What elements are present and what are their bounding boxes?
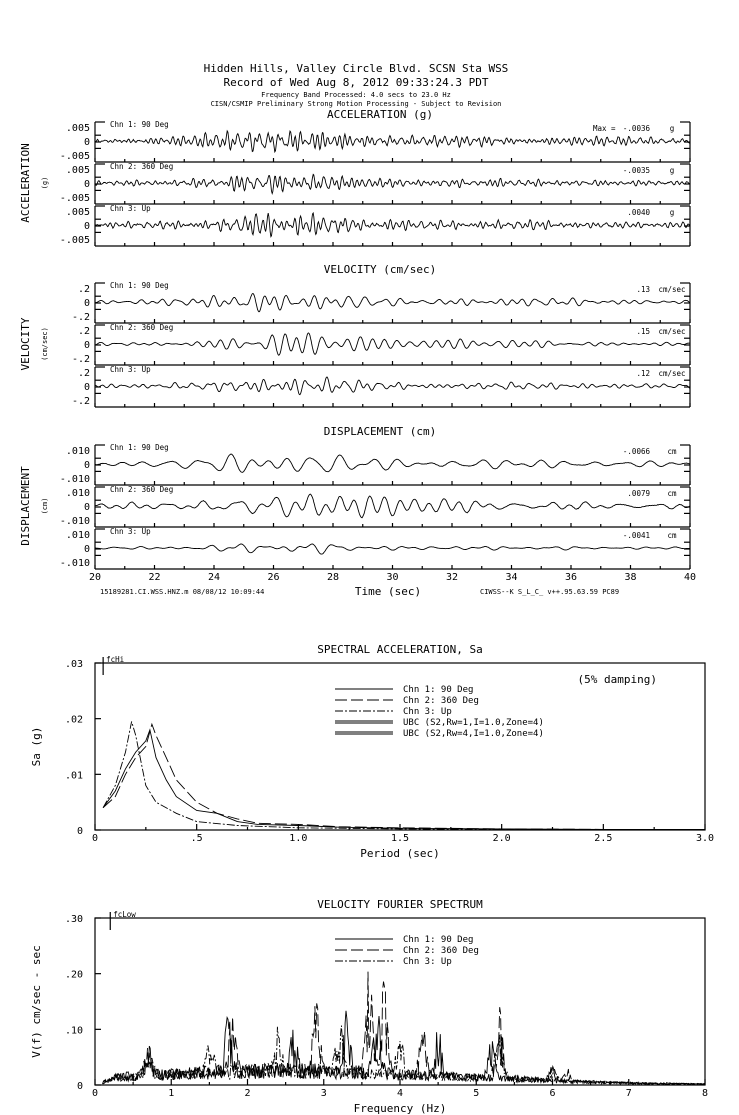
frequency-band: Frequency Band Processed: 4.0 secs to 23.0 Hz	[261, 91, 451, 99]
channel-label: Chn 1: 90 Deg	[110, 120, 169, 129]
y-tick-label: -.010	[59, 558, 90, 569]
record-time: Record of Wed Aug 8, 2012 09:33:24.3 PDT	[223, 76, 489, 89]
x-tick-label: 2	[244, 1088, 251, 1099]
y-tick-label: -.010	[59, 516, 90, 527]
report-header	[204, 62, 509, 108]
x-tick-label: 1.0	[289, 833, 308, 844]
series-line-1	[103, 730, 705, 830]
y-tick-label: .10	[64, 1025, 83, 1037]
panel-acceleration	[19, 108, 690, 246]
y-axis-label: VELOCITY	[19, 317, 32, 371]
x-tick-label: 0	[91, 833, 99, 844]
y-tick-label: 0	[83, 137, 90, 148]
channel-trace	[60, 527, 690, 569]
cutoff-label: fcHi	[106, 655, 125, 664]
channel-label: Chn 3: Up	[110, 527, 151, 536]
y-tick-label: 0	[83, 179, 90, 190]
plot-frame	[95, 663, 705, 830]
x-tick-label: 5	[473, 1088, 480, 1099]
panel-title: ACCELERATION (g)	[327, 108, 433, 121]
legend-entry: UBC (S2,Rw=4,I=1.0,Zone=4)	[403, 729, 544, 739]
y-tick-label: -.005	[59, 193, 90, 204]
channel-label: Chn 1: 90 Deg	[110, 281, 169, 290]
y-tick-label: .2	[77, 326, 90, 337]
channel-label: Chn 3: Up	[110, 365, 151, 374]
max-value: -.0035	[622, 166, 650, 175]
channel-label: Chn 3: Up	[110, 204, 151, 213]
y-tick-label: .010	[65, 488, 90, 499]
time-tick-label: 30	[386, 572, 399, 583]
legend-entry: Chn 2: 360 Deg	[403, 696, 479, 706]
y-tick-label: -.005	[59, 235, 90, 246]
time-tick-label: 32	[445, 572, 459, 583]
y-tick-label: -.2	[71, 396, 90, 407]
legend-entry: Chn 3: Up	[403, 957, 452, 967]
x-axis-label: Period (sec)	[360, 847, 440, 860]
time-axis-label: Time (sec)	[354, 585, 422, 598]
panel-velocity	[19, 263, 690, 407]
processing-info: CIWSS--K S_L_C_ v++.95.63.59 PC89	[480, 588, 620, 596]
x-tick-label: 8	[701, 1088, 709, 1099]
plot-frame	[95, 918, 705, 1085]
channel-label: Chn 2: 360 Deg	[110, 323, 174, 332]
max-value: .0040	[627, 208, 650, 217]
y-axis-label: V(f) cm/sec - sec	[30, 945, 43, 1058]
y-tick-label: -.005	[59, 151, 90, 162]
y-tick-label: .2	[77, 368, 90, 379]
y-tick-label: 0	[83, 298, 90, 309]
max-value: .13	[636, 285, 650, 294]
damping-annotation: (5% damping)	[577, 673, 657, 686]
time-tick-label: 40	[683, 572, 697, 583]
legend-entry: Chn 1: 90 Deg	[403, 935, 474, 945]
max-value: .15	[636, 327, 650, 336]
x-tick-label: 3.0	[695, 833, 715, 844]
y-axis-unit: (cm/sec)	[41, 327, 49, 361]
x-tick-label: .5	[190, 833, 203, 844]
max-unit: cm	[667, 447, 677, 456]
time-tick-label: 24	[207, 572, 221, 583]
y-tick-label: .2	[77, 284, 90, 295]
y-tick-label: .010	[65, 446, 90, 457]
max-value: -.0041	[622, 531, 650, 540]
y-tick-label: .20	[64, 969, 83, 981]
chart-title: SPECTRAL ACCELERATION, Sa	[317, 643, 483, 656]
waveform-line	[95, 377, 690, 395]
max-unit: cm/sec	[658, 369, 686, 378]
x-tick-label: 6	[549, 1088, 556, 1099]
y-tick-label: 0	[83, 340, 90, 351]
velocity-fourier-chart	[30, 898, 708, 1115]
y-tick-label: .30	[64, 914, 83, 925]
time-tick-label: 22	[148, 572, 161, 583]
max-prefix: Max =	[593, 124, 616, 133]
channel-trace	[72, 323, 690, 365]
y-tick-label: .02	[64, 714, 83, 726]
x-axis-label: Frequency (Hz)	[353, 1102, 447, 1115]
y-tick-label: .03	[64, 659, 83, 670]
max-value: -.0036	[622, 124, 650, 133]
waveform-line	[95, 213, 690, 237]
y-tick-label: 0	[83, 382, 90, 393]
waveform-line	[95, 174, 690, 193]
time-tick-label: 26	[267, 572, 280, 583]
channel-trace	[60, 204, 690, 246]
time-tick-label: 34	[505, 572, 518, 583]
cutoff-label: fcLow	[113, 910, 136, 919]
y-tick-label: .005	[65, 123, 90, 134]
time-tick-label: 28	[326, 572, 340, 583]
channel-label: Chn 2: 360 Deg	[110, 485, 174, 494]
waveform-line	[95, 494, 690, 518]
max-unit: cm	[667, 531, 677, 540]
waveform-line	[95, 294, 690, 312]
y-axis-label: Sa (g)	[30, 726, 43, 767]
spectral-acceleration-chart	[30, 643, 714, 860]
series-line-2	[103, 972, 705, 1085]
channel-trace	[60, 120, 690, 162]
y-tick-label: 0	[83, 502, 90, 513]
y-tick-label: .005	[65, 165, 90, 176]
waveform-line	[95, 544, 690, 554]
y-axis-unit: (cm)	[41, 497, 49, 515]
channel-trace	[60, 443, 690, 485]
y-axis-label: ACCELERATION	[19, 143, 32, 223]
y-tick-label: 0	[83, 460, 90, 471]
y-tick-label: 0	[83, 221, 90, 232]
series-line-2	[103, 724, 705, 829]
time-tick-label: 20	[88, 572, 102, 583]
x-tick-label: 4	[396, 1088, 404, 1099]
y-axis-unit: (g)	[41, 176, 49, 190]
channel-trace	[60, 162, 690, 204]
seismogram-panels	[19, 108, 696, 598]
panel-title: DISPLACEMENT (cm)	[323, 425, 437, 438]
station-title: Hidden Hills, Valley Circle Blvd. SCSN Sta WSS	[203, 62, 509, 75]
waveform-line	[95, 454, 690, 472]
panel-title: VELOCITY (cm/sec)	[323, 263, 437, 276]
max-value: .0079	[627, 489, 650, 498]
legend-entry: UBC (S2,Rw=1,I=1.0,Zone=4)	[403, 718, 544, 728]
x-tick-label: 3	[320, 1088, 327, 1099]
y-tick-label: .01	[64, 770, 83, 782]
x-tick-label: 2.0	[492, 833, 511, 844]
panel-displacement	[19, 425, 690, 569]
max-unit: cm/sec	[658, 327, 686, 336]
waveform-line	[95, 131, 690, 152]
file-info: 15189281.CI.WSS.HNZ.m 08/08/12 10:09:44	[100, 588, 265, 596]
max-unit: g	[669, 124, 675, 133]
y-tick-label: -.2	[71, 354, 90, 365]
legend-entry: Chn 3: Up	[403, 707, 452, 717]
max-unit: g	[669, 166, 675, 175]
y-axis-label: DISPLACEMENT	[19, 466, 32, 546]
max-unit: cm/sec	[658, 285, 686, 294]
legend-entry: Chn 2: 360 Deg	[403, 946, 479, 956]
x-tick-label: 1	[168, 1088, 175, 1099]
x-tick-label: 1.5	[390, 833, 410, 844]
waveform-line	[95, 333, 690, 355]
channel-label: Chn 1: 90 Deg	[110, 443, 169, 452]
y-tick-label: -.2	[71, 312, 90, 323]
y-tick-label: 0	[76, 1081, 83, 1092]
max-unit: cm	[667, 489, 677, 498]
max-value: -.0066	[622, 447, 650, 456]
y-tick-label: 0	[83, 544, 90, 555]
x-tick-label: 2.5	[594, 833, 613, 844]
x-tick-label: 7	[625, 1088, 632, 1099]
y-tick-label: 0	[76, 826, 83, 837]
y-tick-label: .005	[65, 207, 90, 218]
channel-trace	[60, 485, 690, 527]
processing-note: CISN/CSMIP Preliminary Strong Motion Processing - Subject to Revision	[210, 100, 502, 108]
x-tick-label: 0	[91, 1088, 99, 1099]
max-value: .12	[636, 369, 650, 378]
max-unit: g	[669, 208, 675, 217]
y-tick-label: .010	[65, 530, 90, 541]
channel-trace	[72, 365, 690, 407]
channel-label: Chn 2: 360 Deg	[110, 162, 174, 171]
legend-entry: Chn 1: 90 Deg	[403, 685, 474, 695]
y-tick-label: -.010	[59, 474, 90, 485]
time-tick-label: 36	[564, 572, 578, 583]
chart-title: VELOCITY FOURIER SPECTRUM	[317, 898, 483, 911]
channel-trace	[72, 281, 690, 323]
time-tick-label: 38	[624, 572, 637, 583]
